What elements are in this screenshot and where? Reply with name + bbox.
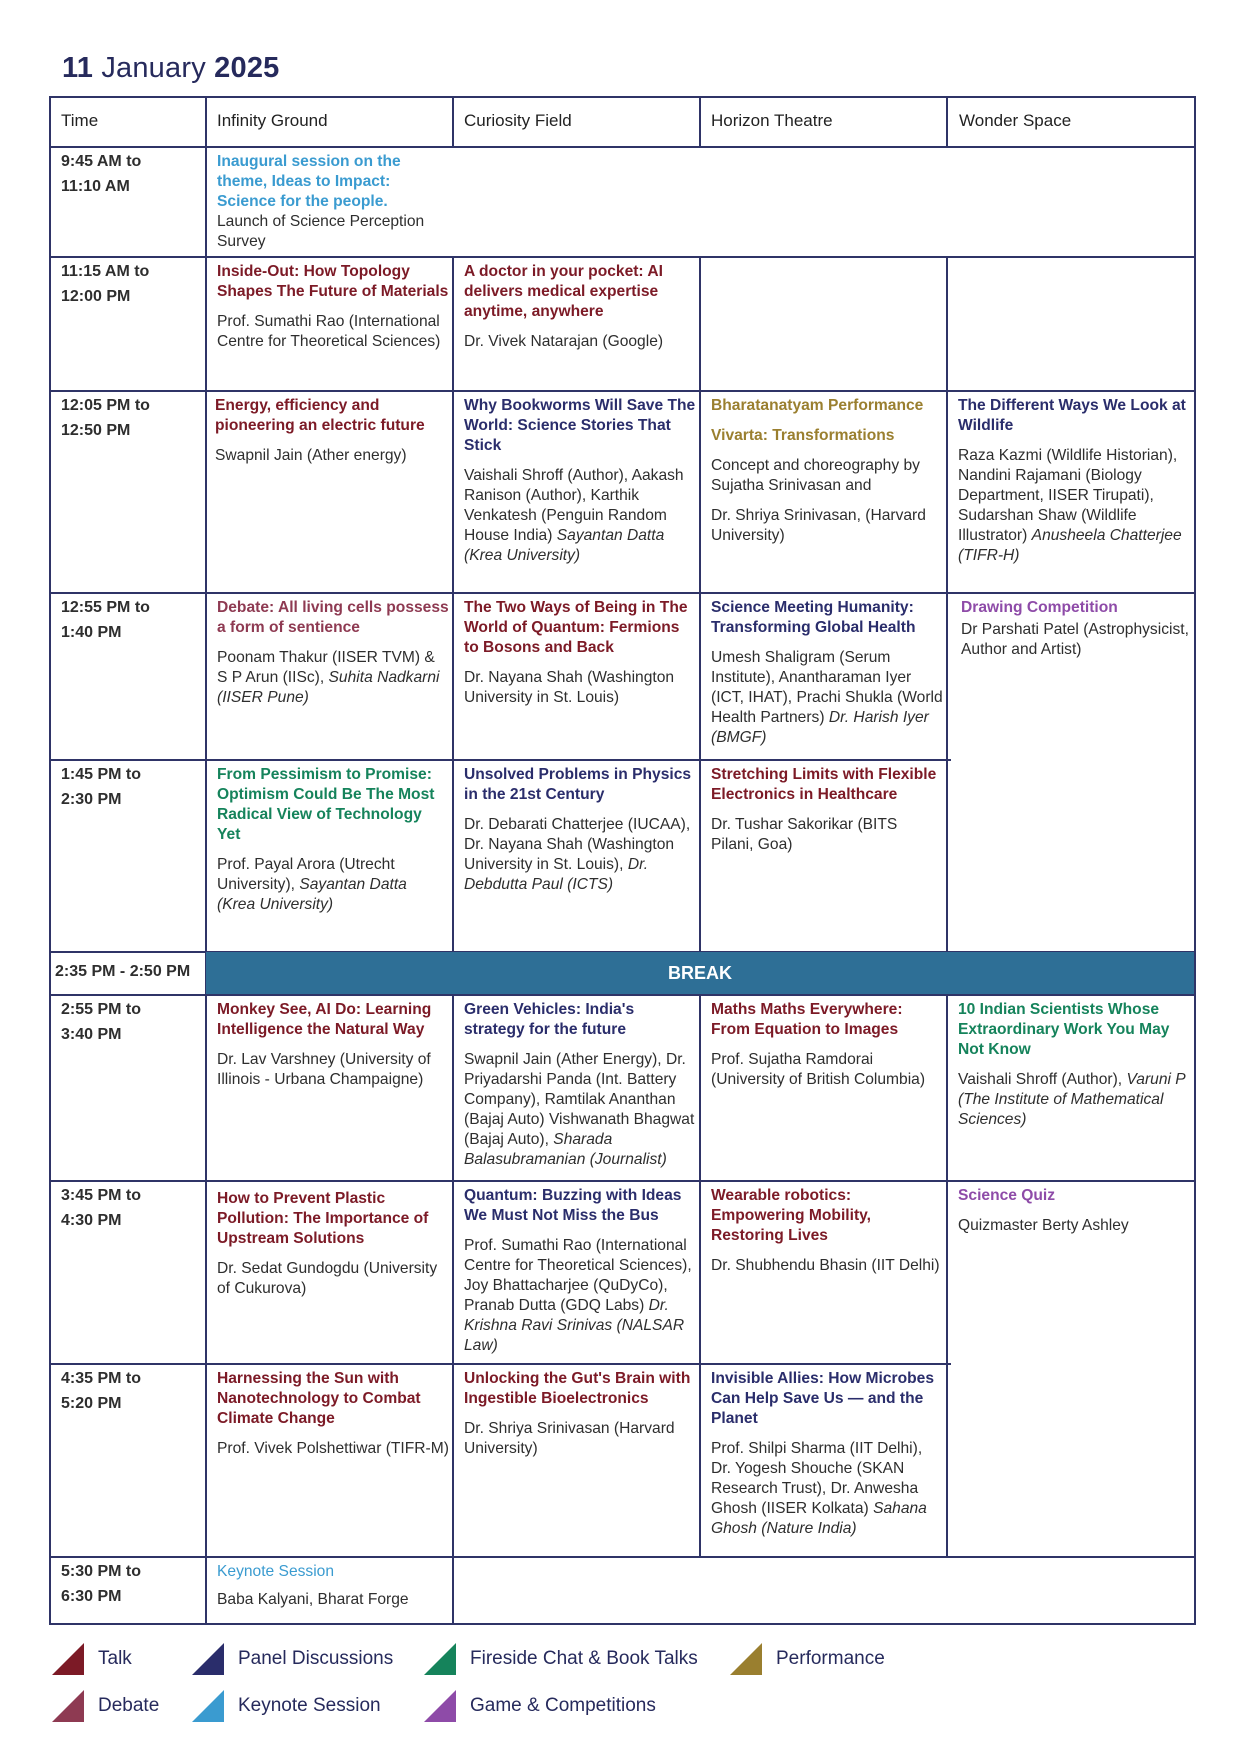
session-subtitle: Vivarta: Transformations <box>711 427 895 444</box>
triangle-icon <box>192 1643 224 1675</box>
session-ai-doctor <box>464 262 694 352</box>
grid-line <box>49 759 951 761</box>
session-title: Energy, efficiency and pioneering an electric future <box>215 397 425 434</box>
speaker-list: Poonam Thakur (IISER TVM) & S P Arun (IISc), <box>217 649 435 686</box>
session-drawing-competition <box>961 598 1189 660</box>
session-gut-brain <box>464 1369 696 1459</box>
session-electric-future <box>215 396 447 466</box>
session-title: Green Vehicles: India's strategy for the future <box>464 1001 635 1038</box>
triangle-icon <box>424 1690 456 1722</box>
grid-line <box>49 256 1196 258</box>
session-speakers: Dr. Shubhendu Bhasin (IIT Delhi) <box>711 1257 940 1274</box>
session-title: Wearable robotics: Empowering Mobility, Restoring Lives <box>711 1187 871 1244</box>
session-inaugural <box>217 152 447 252</box>
legend-item-panel <box>192 1643 393 1675</box>
schedule-table <box>49 96 1196 1625</box>
date-day: 11 <box>62 52 94 84</box>
header-horizon-theatre: Horizon Theatre <box>711 111 833 130</box>
session-green-vehicles <box>464 1000 696 1170</box>
legend-item-performance <box>730 1643 885 1675</box>
session-speakers <box>711 648 943 748</box>
session-sentience-debate <box>217 598 449 708</box>
moderator: Sahana Ghosh (Nature India) <box>711 1500 927 1537</box>
session-title: Science Meeting Humanity: Transforming Global Health <box>711 599 916 636</box>
header-wonder-space: Wonder Space <box>959 111 1072 130</box>
speaker-list: Prof. Payal Arora (Utrecht University), <box>217 856 395 893</box>
session-speakers: Dr. Nayana Shah (Washington University in St. Louis) <box>464 669 675 706</box>
session-quantum-buzzing <box>464 1186 696 1356</box>
grid-line <box>49 1180 1196 1182</box>
session-speakers <box>464 466 696 566</box>
grid-line <box>49 96 51 1625</box>
legend-item-talk <box>52 1643 132 1675</box>
session-indian-scientists <box>958 1000 1190 1130</box>
session-bookworms <box>464 396 696 566</box>
session-title: How to Prevent Plastic Pollution: The Importance of Upstream Solutions <box>217 1190 429 1247</box>
session-title: Inside-Out: How Topology Shapes The Future of Materials <box>217 263 449 300</box>
session-speakers <box>464 1050 696 1170</box>
session-title: Invisible Allies: How Microbes Can Help Save Us — and the Planet <box>711 1370 934 1427</box>
speaker-list: Dr. Debarati Chatterjee (IUCAA), Dr. Nayana Shah (Washington University in St. Louis), <box>464 816 691 873</box>
triangle-icon <box>52 1643 84 1675</box>
time-slot: 2:35 PM - 2:50 PM <box>55 963 191 980</box>
session-quantum-fermions <box>464 598 696 708</box>
session-speakers <box>711 1439 943 1539</box>
legend-item-game <box>424 1690 656 1722</box>
page-title <box>62 52 279 85</box>
time-slot: 5:30 PM to 6:30 PM <box>61 1563 142 1605</box>
session-speakers: Concept and choreography by Sujatha Srinivasan and <box>711 457 920 494</box>
header-curiosity-field: Curiosity Field <box>464 111 572 130</box>
legend-label: Keynote Session <box>238 1695 381 1716</box>
speaker-list: Prof. Shilpi Sharma (IIT Delhi), Dr. Yogesh Shouche (SKAN Research Trust), Dr. Anwesha Ghosh (IISER Kolkata) <box>711 1440 923 1517</box>
moderator: Anusheela Chatterjee (TIFR-H) <box>958 527 1182 564</box>
session-title: Quantum: Buzzing with Ideas We Must Not Miss the Bus <box>464 1187 682 1224</box>
session-speakers <box>217 648 449 708</box>
session-keynote <box>217 1562 449 1610</box>
grid-line <box>946 256 948 951</box>
time-slot: 12:55 PM to 1:40 PM <box>61 599 150 641</box>
moderator: Sharada Balasubramanian (Journalist) <box>464 1131 667 1168</box>
grid-line <box>1194 96 1196 1625</box>
legend-label: Panel Discussions <box>238 1648 394 1669</box>
grid-line <box>946 96 948 146</box>
session-speakers: Launch of Science Perception Survey <box>217 213 425 250</box>
legend-item-keynote <box>192 1690 381 1722</box>
time-slot: 1:45 PM to 2:30 PM <box>61 766 142 808</box>
session-title: Harnessing the Sun with Nanotechnology to Combat Climate Change <box>217 1370 421 1427</box>
speaker-list: Vaishali Shroff (Author), <box>958 1071 1123 1088</box>
session-plastic-pollution <box>217 1189 449 1299</box>
session-speakers <box>958 446 1190 566</box>
session-title: Keynote Session <box>217 1563 335 1580</box>
grid-line <box>49 146 1196 148</box>
session-speakers: Dr. Sedat Gundogdu (University of Cukurova) <box>217 1260 438 1297</box>
time-slot: 12:05 PM to 12:50 PM <box>61 397 150 439</box>
grid-line <box>452 96 454 146</box>
session-invisible-allies <box>711 1369 943 1539</box>
session-title: Drawing Competition <box>961 599 1118 616</box>
speaker-list: Swapnil Jain (Ather Energy), Dr. Priyadarshi Panda (Int. Battery Company), Ramtilak Ananthan (Bajaj Auto) Vishwanath Bhagwat (Bajaj Auto), <box>464 1051 695 1148</box>
session-title: Stretching Limits with Flexible Electronics in Healthcare <box>711 766 937 803</box>
grid-line <box>49 390 1196 392</box>
triangle-icon <box>52 1690 84 1722</box>
time-slot: 3:45 PM to 4:30 PM <box>61 1187 142 1229</box>
session-monkey-see-ai <box>217 1000 449 1090</box>
header-time: Time <box>61 111 99 130</box>
session-speakers <box>464 1236 696 1356</box>
session-wildlife <box>958 396 1190 566</box>
grid-line <box>946 994 948 1556</box>
triangle-icon <box>192 1690 224 1722</box>
time-slot: 9:45 AM to 11:10 AM <box>61 153 142 195</box>
grid-line <box>699 96 701 146</box>
grid-line <box>49 994 1196 996</box>
session-title: The Two Ways of Being in The World of Quantum: Fermions to Bosons and Back <box>464 599 688 656</box>
triangle-icon <box>424 1643 456 1675</box>
session-speakers: Dr. Vivek Natarajan (Google) <box>464 333 664 350</box>
header-infinity-ground: Infinity Ground <box>217 111 328 130</box>
grid-line <box>49 96 1196 98</box>
session-speakers: Prof. Vivek Polshettiwar (TIFR-M) <box>217 1440 449 1457</box>
session-speakers: Dr. Shriya Srinivasan (Harvard University) <box>464 1420 675 1457</box>
grid-line <box>49 1363 951 1365</box>
grid-line <box>452 994 454 1625</box>
session-optimism <box>217 765 449 915</box>
legend-item-fireside <box>424 1643 698 1675</box>
session-science-quiz <box>958 1186 1190 1236</box>
session-title: The Different Ways We Look at Wildlife <box>958 397 1186 434</box>
session-speakers <box>958 1070 1190 1130</box>
session-flexible-electronics <box>711 765 943 855</box>
session-title: Monkey See, AI Do: Learning Intelligence the Natural Way <box>217 1001 432 1038</box>
break-band: BREAK <box>206 952 1194 994</box>
session-speakers <box>217 855 449 915</box>
grid-line <box>452 256 454 951</box>
speaker-list: Raza Kazmi (Wildlife Historian), Nandini Rajamani (Biology Department, IISER Tirupati), Sudarshan Shaw (Wildlife Illustrator) <box>958 447 1178 544</box>
session-title: Bharatanatyam Performance <box>711 397 924 414</box>
moderator: Dr. Debdutta Paul (ICTS) <box>464 856 649 893</box>
session-speakers: Dr. Shriya Srinivasan, (Harvard University) <box>711 507 926 544</box>
session-speakers: Swapnil Jain (Ather energy) <box>215 447 407 464</box>
speaker-list: Umesh Shaligram (Serum Institute), Anantharaman Iyer (ICT, IHAT), Prachi Shukla (World Health Partners) <box>711 649 943 726</box>
date-year: 2025 <box>214 52 280 84</box>
legend-label: Talk <box>98 1648 132 1669</box>
triangle-icon <box>730 1643 762 1675</box>
session-speakers: Dr. Tushar Sakorikar (BITS Pilani, Goa) <box>711 816 898 853</box>
session-speakers: Prof. Sumathi Rao (International Centre for Theoretical Sciences) <box>217 313 441 350</box>
session-title: Unlocking the Gut's Brain with Ingestible Bioelectronics <box>464 1370 691 1407</box>
legend-label: Debate <box>98 1695 160 1716</box>
session-bharatanatyam <box>711 396 941 546</box>
session-title: Why Bookworms Will Save The World: Science Stories That Stick <box>464 397 696 454</box>
grid-line <box>699 994 701 1556</box>
session-title: Maths Maths Everywhere: From Equation to Images <box>711 1001 903 1038</box>
session-speakers: Prof. Sujatha Ramdorai (University of British Columbia) <box>711 1051 926 1088</box>
grid-line <box>205 96 207 1625</box>
legend-label: Performance <box>776 1648 885 1669</box>
session-global-health <box>711 598 943 748</box>
session-title: Science Quiz <box>958 1187 1056 1204</box>
session-title: Debate: All living cells possess a form of sentience <box>217 599 449 636</box>
speaker-list: Prof. Sumathi Rao (International Centre for Theoretical Sciences), Joy Bhattacharjee (QuDyCo), Pranab Dutta (GDQ Labs) <box>464 1237 692 1314</box>
session-unsolved-physics <box>464 765 696 895</box>
session-speakers: Quizmaster Berty Ashley <box>958 1217 1129 1234</box>
session-speakers <box>464 815 696 895</box>
session-title: Inaugural session on the theme, Ideas to Impact: Science for the people. <box>217 153 401 210</box>
session-speakers: Dr. Lav Varshney (University of Illinois - Urbana Champaigne) <box>217 1051 431 1088</box>
session-topology <box>217 262 449 352</box>
session-title: A doctor in your pocket: AI delivers medical expertise anytime, anywhere <box>464 263 663 320</box>
session-speakers: Dr Parshati Patel (Astrophysicist, Author and Artist) <box>961 621 1189 658</box>
speaker-list: Vaishali Shroff (Author), Aakash Ranison (Author), Karthik Venkatesh (Penguin Random House India) <box>464 467 684 544</box>
grid-line <box>49 1556 1196 1558</box>
session-wearable-robotics <box>711 1186 943 1276</box>
moderator: Dr. Harish Iyer (BMGF) <box>711 709 929 746</box>
legend-item-debate <box>52 1690 159 1722</box>
moderator: Sayantan Datta (Krea University) <box>464 527 665 564</box>
session-title: 10 Indian Scientists Whose Extraordinary Work You May Not Know <box>958 1001 1170 1058</box>
grid-line <box>699 256 701 951</box>
grid-line <box>49 1623 1196 1625</box>
time-slot: 4:35 PM to 5:20 PM <box>61 1370 142 1412</box>
session-harnessing-sun <box>217 1369 449 1459</box>
session-title: From Pessimism to Promise: Optimism Could Be The Most Radical View of Technology Yet <box>217 766 435 843</box>
time-slot: 2:55 PM to 3:40 PM <box>61 1001 142 1043</box>
legend-label: Game & Competitions <box>470 1695 656 1716</box>
session-speakers: Baba Kalyani, Bharat Forge <box>217 1591 409 1608</box>
session-title: Unsolved Problems in Physics in the 21st Century <box>464 766 692 803</box>
time-slot: 11:15 AM to 12:00 PM <box>61 263 150 305</box>
moderator: Varuni P (The Institute of Mathematical Sciences) <box>958 1071 1186 1128</box>
legend-label: Fireside Chat & Book Talks <box>470 1648 698 1669</box>
session-maths-everywhere <box>711 1000 943 1090</box>
grid-line <box>49 592 1196 594</box>
moderator: Dr. Krishna Ravi Srinivas (NALSAR Law) <box>464 1297 685 1354</box>
moderator: Sayantan Datta (Krea University) <box>217 876 407 913</box>
moderator: Suhita Nadkarni (IISER Pune) <box>217 669 440 706</box>
date-month: January <box>93 52 215 84</box>
